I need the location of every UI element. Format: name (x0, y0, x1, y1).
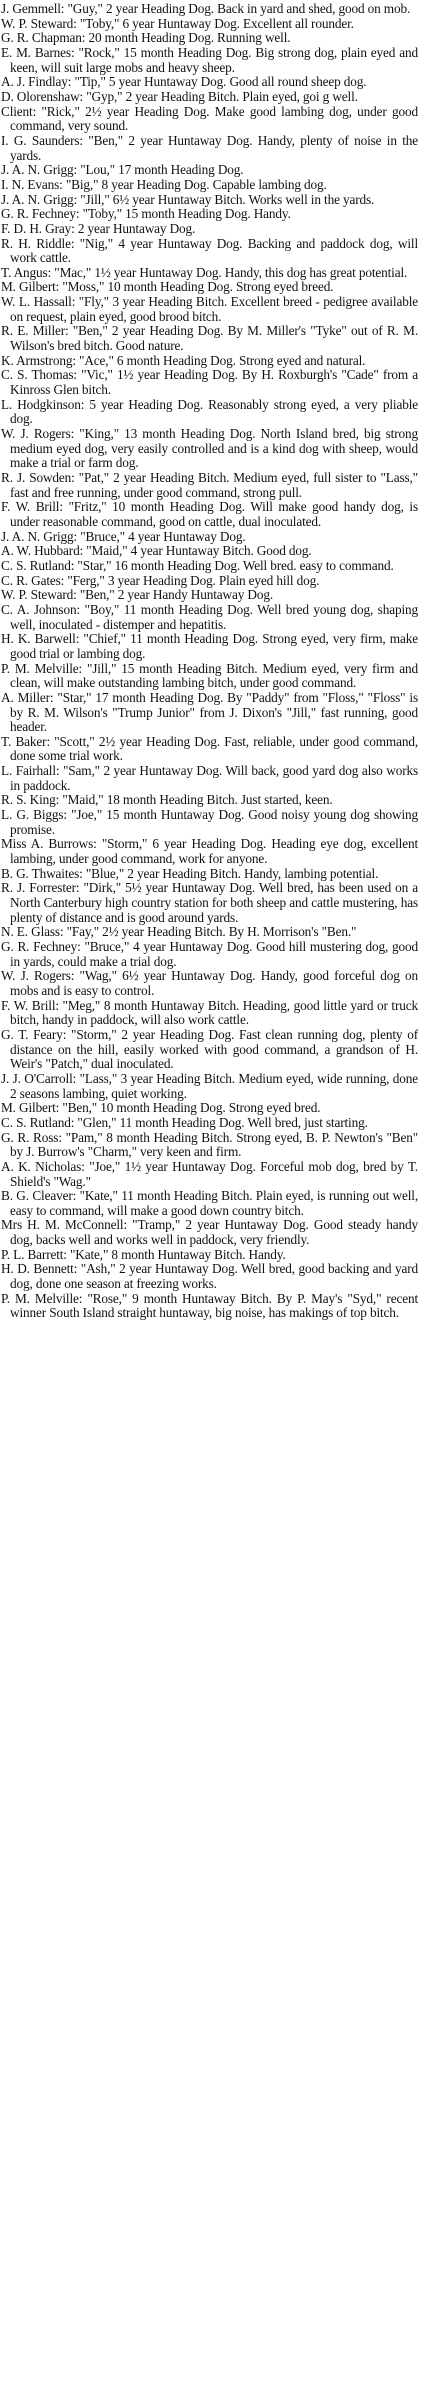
dog-entry: T. Baker: "Scott," 2½ year Heading Dog. Fast, reliable, under good command, done some trial work. (1, 733, 418, 764)
dog-entry: G. R. Fechney: "Bruce," 4 year Huntaway Dog. Good hill mustering dog, good in yards, could make a trial dog. (1, 939, 418, 969)
dog-entry: R. S. King: "Maid," 18 month Heading Bitch. Just started, keen. (1, 792, 333, 808)
dog-entry: Mrs H. M. McConnell: "Tramp," 2 year Huntaway Dog. Good steady handy dog, backs well and works well in paddock, very friendly. (1, 1217, 418, 1248)
dog-entry: W. P. Steward: "Toby," 6 year Huntaway Dog. Excellent all rounder. (1, 15, 354, 31)
dog-entry: G. R. Ross: "Pam," 8 month Heading Bitch. Strong eyed, B. P. Newton's "Ben" by J. Burrow's "Charm," very keen and firm. (1, 1129, 418, 1160)
dog-entry: F. D. H. Gray: 2 year Huntaway Dog. (1, 220, 196, 236)
dog-entry: G. R. Chapman: 20 month Heading Dog. Running well. (1, 30, 291, 46)
dog-entry: Client: "Rick," 2½ year Heading Dog. Make good lambing dog, under good command, very sound. (1, 103, 418, 134)
dog-entry: G. R. Fechney: "Toby," 15 month Heading Dog. Handy. (1, 206, 291, 222)
dog-entry: P. L. Barrett: "Kate," 8 month Huntaway Bitch. Handy. (1, 1246, 286, 1262)
dog-entry: A. K. Nicholas: "Joe," 1½ year Huntaway Dog. Forceful mob dog, bred by T. Shield's "Wag." (1, 1158, 418, 1189)
dog-entry: W. L. Hassall: "Fly," 3 year Heading Bitch. Excellent breed - pedigree available on request, plain eyed, good brood bitch. (1, 294, 418, 324)
dog-entry: F. W. Brill: "Fritz," 10 month Heading Dog. Will make good handy dog, is under reasonable command, good on cattle, dual inoculated. (1, 499, 418, 529)
dog-entry: B. G. Cleaver: "Kate," 11 month Heading Bitch. Plain eyed, is running out well, easy to command, will make a good down country bitch. (1, 1188, 418, 1218)
dog-entry: C. S. Rutland: "Star," 16 month Heading Dog. Well bred. easy to command. (1, 557, 394, 573)
dog-entry: F. W. Brill: "Meg," 8 month Huntaway Bitch. Heading, good little yard or truck bitch, handy in paddock, will also work cattle. (1, 997, 418, 1028)
dog-entry: C. R. Gates: "Ferg," 3 year Heading Dog. Plain eyed hill dog. (1, 572, 320, 588)
dog-entry: L. G. Biggs: "Joe," 15 month Huntaway Dog. Good noisy young dog showing promise. (1, 807, 418, 837)
dog-entry: R. H. Riddle: "Nig," 4 year Huntaway Dog. Backing and paddock dog, will work cattle. (1, 235, 418, 266)
dog-entry: L. Fairhall: "Sam," 2 year Huntaway Dog. Will back, good yard dog also works in paddock. (1, 763, 418, 793)
dog-entry: N. E. Glass: "Fay," 2½ year Heading Bitch. By H. Morrison's "Ben." (1, 924, 357, 940)
dog-entry: G. T. Feary: "Storm," 2 year Heading Dog. Fast clean running dog, plenty of distance on the hill, easily worked with good command, a grandson of H. Weir's "Patch," dual inoculated. (1, 1026, 418, 1072)
dog-entry: C. S. Rutland: "Glen," 11 month Heading Dog. Well bred, just starting. (1, 1114, 368, 1130)
dog-entry: H. K. Barwell: "Chief," 11 month Heading Dog. Strong eyed, very firm, make good trial or lambing dog. (1, 631, 418, 661)
dog-entry: B. G. Thwaites: "Blue," 2 year Heading Bitch. Handy, lambing potential. (1, 865, 379, 881)
dog-entry: W. J. Rogers: "King," 13 month Heading Dog. North Island bred, big strong medium eyed dog, very easily controlled and is a kind dog with sheep, would make a trial or farm dog. (1, 426, 418, 471)
dog-entry: R. J. Forrester: "Dirk," 5½ year Huntaway Dog. Well bred, has been used on a North Canterbury high country station for both sheep and cattle mustering, has plenty of distance and is good around yards. (1, 880, 418, 925)
dog-entry: J. A. N. Grigg: "Bruce," 4 year Huntaway Dog. (1, 528, 246, 544)
dog-entry: W. P. Steward: "Ben," 2 year Handy Huntaway Dog. (1, 587, 274, 603)
dog-entry: H. D. Bennett: "Ash," 2 year Huntaway Dog. Well bred, good backing and yard dog, done one season at freezing works. (1, 1261, 418, 1292)
dog-entry: R. J. Sowden: "Pat," 2 year Heading Bitch. Medium eyed, full sister to "Lass," fast and free running, under good command, strong pull. (1, 470, 418, 500)
dog-entry: A. W. Hubbard: "Maid," 4 year Huntaway Bitch. Good dog. (1, 543, 312, 559)
dog-entry: C. S. Thomas: "Vic," 1½ year Heading Dog. By H. Roxburgh's "Cade" from a Kinross Glen bitch. (1, 367, 418, 398)
dog-entry: J. A. N. Grigg: "Jill," 6½ year Huntaway Bitch. Works well in the yards. (1, 191, 375, 207)
dog-entry: I. G. Saunders: "Ben," 2 year Huntaway Dog. Handy, plenty of noise in the yards. (1, 132, 418, 163)
dog-entry: R. E. Miller: "Ben," 2 year Heading Dog. By M. Miller's "Tyke" out of R. M. Wilson's bred bitch. Good nature. (1, 323, 418, 354)
dog-entry: E. M. Barnes: "Rock," 15 month Heading Dog. Big strong dog, plain eyed and keen, will suit large mobs and heavy sheep. (1, 44, 418, 75)
dog-entry: P. M. Melville: "Rose," 9 month Huntaway Bitch. By P. May's "Syd," recent winner South Island straight huntaway, big noise, has makings of top bitch. (1, 1290, 418, 1321)
dog-entry: K. Armstrong: "Ace," 6 month Heading Dog. Strong eyed and natural. (1, 352, 366, 368)
dog-entry: C. A. Johnson: "Boy," 11 month Heading Dog. Well bred young dog, shaping well, inoculated - distemper and hepatitis. (1, 601, 418, 632)
dog-entry: M. Gilbert: "Ben," 10 month Heading Dog. Strong eyed bred. (1, 1100, 321, 1116)
dog-entry: A. J. Findlay: "Tip," 5 year Huntaway Dog. Good all round sheep dog. (1, 74, 367, 90)
dog-entry: I. N. Evans: "Big," 8 year Heading Dog. Capable lambing dog. (1, 176, 327, 192)
dog-entry: M. Gilbert: "Moss," 10 month Heading Dog. Strong eyed breed. (1, 279, 334, 295)
dog-entry: J. A. N. Grigg: "Lou," 17 month Heading Dog. (1, 162, 244, 178)
dog-entry: T. Angus: "Mac," 1½ year Huntaway Dog. Handy, this dog has great potential. (1, 264, 408, 280)
dog-entry: A. Miller: "Star," 17 month Heading Dog. By "Paddy" from "Floss," "Floss" is by R. M. Wilson's "Trump Junior" from J. Dixon's "Jill," fast running, good header. (1, 689, 418, 735)
dog-entry: D. Olorenshaw: "Gyp," 2 year Heading Bitch. Plain eyed, goi g well. (1, 88, 358, 104)
dog-entry: Miss A. Burrows: "Storm," 6 year Heading Dog. Heading eye dog, excellent lambing, under good command, work for anyone. (1, 836, 418, 867)
dog-entry: L. Hodgkinson: 5 year Heading Dog. Reasonably strong eyed, a very pliable dog. (1, 396, 418, 427)
dog-entry: P. M. Melville: "Jill," 15 month Heading Bitch. Medium eyed, very firm and clean, will make outstanding lambing bitch, under good command. (1, 660, 418, 691)
dog-entry: J. Gemmell: "Guy," 2 year Heading Dog. Back in yard and shed, good on mob. (1, 1, 411, 16)
dog-entry: J. J. O'Carroll: "Lass," 3 year Heading Bitch. Medium eyed, wide running, done 2 seasons lambing, quiet working. (1, 1070, 418, 1101)
dog-entry: W. J. Rogers: "Wag," 6½ year Huntaway Dog. Handy, good forceful dog on mobs and is easy to control. (1, 968, 418, 998)
